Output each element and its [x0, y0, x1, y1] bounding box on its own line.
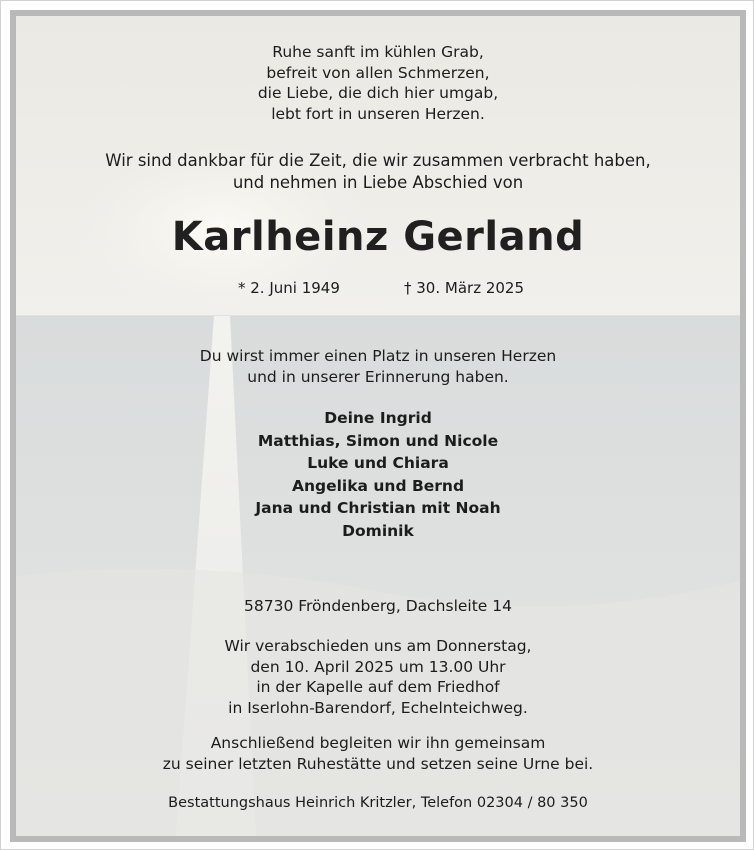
- intro-text: [16, 150, 740, 194]
- mourner-name: Dominik: [342, 521, 414, 540]
- poem-line: lebt fort in unseren Herzen.: [271, 104, 485, 123]
- intro-line: Wir sind dankbar für die Zeit, die wir zusammen verbracht haben,: [105, 151, 651, 170]
- death-date: † 30. März 2025: [404, 279, 525, 297]
- memory-line: und in unserer Erinnerung haben.: [247, 367, 509, 386]
- poem-line: die Liebe, die dich hier umgab,: [257, 84, 499, 102]
- memory-text: [16, 346, 740, 387]
- funeral-home: [16, 793, 740, 814]
- service-line: in der Kapelle auf dem Friedhof: [256, 678, 500, 696]
- burial-line: Anschließend begleiten wir ihn gemeinsam: [210, 734, 546, 752]
- service-details: [16, 636, 740, 718]
- address: [16, 596, 740, 617]
- mourner-name: Matthias, Simon und Nicole: [257, 431, 499, 450]
- obituary-frame: [10, 10, 746, 842]
- birth-date: * 2. Juni 1949: [238, 279, 340, 297]
- mourner-name: Jana und Christian mit Noah: [255, 499, 501, 517]
- burial-line: zu seiner letzten Ruhestätte und setzen seine Urne bei.: [162, 754, 594, 773]
- poem: [16, 42, 740, 124]
- poem-line: befreit von allen Schmerzen,: [266, 63, 490, 82]
- mourner-name: Angelika und Bernd: [291, 476, 465, 495]
- intro-line: und nehmen in Liebe Abschied von: [232, 173, 524, 192]
- mourner-name: Deine Ingrid: [324, 409, 432, 427]
- service-line: Wir verabschieden uns am Donnerstag,: [224, 637, 532, 655]
- memory-line: Du wirst immer einen Platz in unseren Herzen: [199, 347, 557, 365]
- service-line: in Iserlohn-Barendorf, Echelnteichweg.: [228, 698, 528, 717]
- deceased-name: Karlheinz Gerland: [171, 214, 585, 260]
- poem-line: Ruhe sanft im kühlen Grab,: [272, 43, 484, 61]
- service-line: den 10. April 2025 um 13.00 Uhr: [250, 657, 506, 676]
- address-line: 58730 Fröndenberg, Dachsleite 14: [244, 597, 512, 615]
- burial-details: [16, 733, 740, 774]
- obituary-content: [16, 16, 740, 836]
- mourners-list: [16, 407, 740, 542]
- funeral-home-line: Bestattungshaus Heinrich Kritzler, Telefon 02304 / 80 350: [168, 795, 588, 811]
- mourner-name: Luke und Chiara: [307, 454, 449, 472]
